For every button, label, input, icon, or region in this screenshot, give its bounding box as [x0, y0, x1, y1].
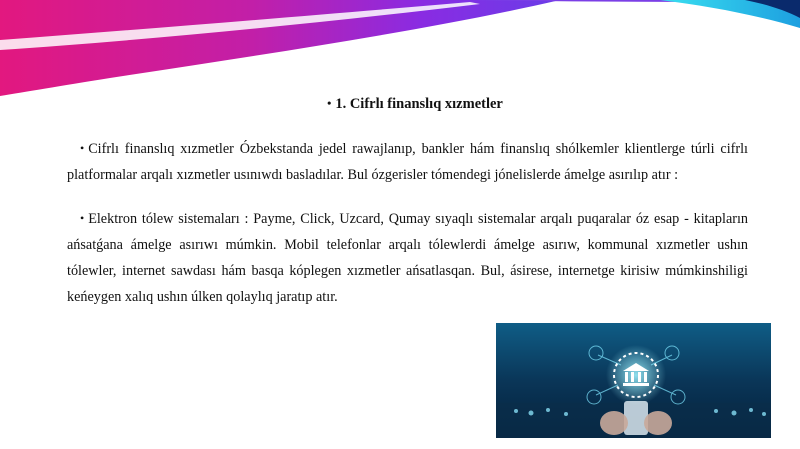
slide-title [0, 96, 800, 113]
decorative-header-swoosh [0, 0, 800, 110]
paragraph-intro [67, 135, 748, 188]
digital-banking-photo [496, 323, 771, 438]
slide-title-text: 1. Cifrlı finanslıq xızmetler [335, 96, 503, 112]
paragraph-payment-systems-text: Elektron tólew sistemaları : Payme, Click, Uzcard, Qumay sıyaqlı sistemalar arqalı puqaralar óz esap - kitapların ańsatǵana ámelge asırıwı múmkin. Mobil telefonlar arqalı tólewlerdi ámelge asırıw, kommunal xızmetler ushın tólewler, internet sawdası hám basqa kóplegen xızmetler ańsatlasqan. Bul, ásirese, internetge kirisiw múmkinshiligi keńeygen xalıq ushın úlken qolaylıq jaratıp atır. [67, 211, 748, 305]
bank-network-icon [496, 323, 771, 438]
paragraph-intro-text: Cifrlı finanslıq xızmetler Ózbekstanda jedel rawajlanıp, bankler hám finanslıq shólkemler klientlerge túrli cifrlı platformalar arqalı xızmetler usınıwdı basladılar. Bul ózgerisler tómendegi jónelislerde ámelge asırılıp atır : [67, 141, 748, 183]
bullet-icon: • [80, 211, 85, 225]
paragraph-payment-systems [67, 205, 748, 310]
bullet-icon: • [327, 96, 332, 110]
pink-purple-swoosh [0, 0, 560, 96]
bullet-icon: • [80, 141, 85, 155]
